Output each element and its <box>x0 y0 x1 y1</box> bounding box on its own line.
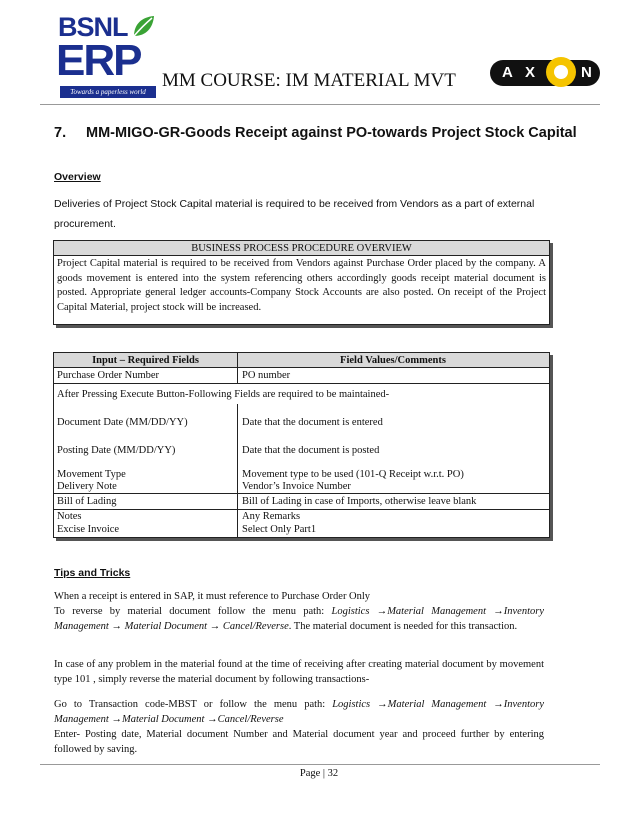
table-cell: Document Date (MM/DD/YY) <box>57 417 188 428</box>
page-number: Page | 32 <box>299 768 339 779</box>
table-cell: Delivery Note <box>57 481 117 492</box>
table-row-divider <box>54 509 549 510</box>
table-cell: Date that the document is posted <box>242 445 380 456</box>
table-cell: Movement Type <box>57 469 126 480</box>
table-cell: Any Remarks <box>242 511 301 522</box>
tips-label: Tips and Tricks <box>54 567 131 579</box>
axon-letter-x: X <box>525 64 536 81</box>
table-column-divider <box>237 353 238 384</box>
table-cell: Movement type to be used (101-Q Receipt w.r.t. PO) <box>242 469 464 480</box>
tips-paragraph-4 <box>54 697 544 727</box>
table-cell: Date that the document is entered <box>242 417 383 428</box>
tips-p2-tail: . The material document is needed for this transaction. <box>288 621 518 632</box>
section-heading <box>54 125 577 141</box>
table-row-divider <box>54 493 549 494</box>
tips-p2-lead: To reverse by material document follow the menu path: <box>54 606 332 617</box>
tips-paragraph-3: In case of any problem in the material found at the time of receiving after creating material document by movement type 101 , simply reverse the material document by following transactions- <box>54 659 544 685</box>
overview-label: Overview <box>54 171 101 183</box>
tips-p4-lead: Go to Transaction code-MBST or follow the menu path: <box>54 699 333 710</box>
tips-paragraph-1: When a receipt is entered in SAP, it must reference to Purchase Order Only <box>54 591 371 602</box>
logo-tagline: Towards a paperless world <box>60 86 156 98</box>
table-cell: Purchase Order Number <box>57 370 160 381</box>
table-cell: Select Only Part1 <box>242 524 317 535</box>
footer-divider <box>40 764 600 765</box>
menu-path-mbst: Logistics →Material Management →Inventory Management →Material Document →Cancel/Reverse <box>54 699 544 725</box>
section-number: 7. <box>54 125 67 141</box>
business-process-box <box>53 240 550 325</box>
table-cell: Vendor’s Invoice Number <box>242 481 351 492</box>
logo-product: ERP <box>56 36 141 85</box>
table-cell: Bill of Lading in case of Imports, otherwise leave blank <box>242 496 477 507</box>
logo-brand: BSNL <box>58 12 128 42</box>
business-process-text: Project Capital material is required to be received from Vendors against Purchase Order placed by the company. A goods movement is entered into the system referencing others accordingly goods receipt material document is posted. Appropriate general ledger accounts-Company Stock Accounts are also posted. On receipt of the Project Capital Material, project stock will be increased. <box>57 258 546 313</box>
section-title: MM-MIGO-GR-Goods Receipt against PO-towards Project Stock Capital <box>86 125 577 141</box>
table-header-row <box>54 353 549 368</box>
overview-text: Deliveries of Project Stock Capital material is required to be received from Vendors as a part of external procurement. <box>54 198 535 230</box>
table-header-input: Input – Required Fields <box>92 355 199 366</box>
axon-logo <box>490 60 600 86</box>
table-cell: Bill of Lading <box>57 496 117 507</box>
tips-paragraph-5: Enter- Posting date, Material document Number and Material document year and proceed further by entering followed by saving. <box>54 729 544 755</box>
tips-paragraph-2 <box>54 604 544 634</box>
menu-path-reverse: Logistics →Material Management →Inventory Management → Material Document → Cancel/Reverse <box>54 606 545 632</box>
table-header-values: Field Values/Comments <box>340 355 446 366</box>
table-cell: Notes <box>57 511 82 522</box>
axon-letter-n: N <box>581 64 592 81</box>
table-column-divider <box>237 404 238 537</box>
axon-o-icon <box>546 57 576 87</box>
required-fields-table <box>53 352 550 538</box>
table-cell: Excise Invoice <box>57 524 120 535</box>
header-divider <box>40 104 600 105</box>
table-span-note: After Pressing Execute Button-Following Fields are required to be maintained- <box>57 389 390 400</box>
page-header-title: MM COURSE: IM MATERIAL MVT <box>162 70 456 91</box>
business-process-title: BUSINESS PROCESS PROCEDURE OVERVIEW <box>54 241 549 256</box>
table-row-divider <box>54 383 549 384</box>
table-cell: PO number <box>242 370 291 381</box>
axon-letter-a: A <box>502 64 513 81</box>
bsnl-erp-logo <box>56 12 160 102</box>
table-cell: Posting Date (MM/DD/YY) <box>57 445 176 456</box>
